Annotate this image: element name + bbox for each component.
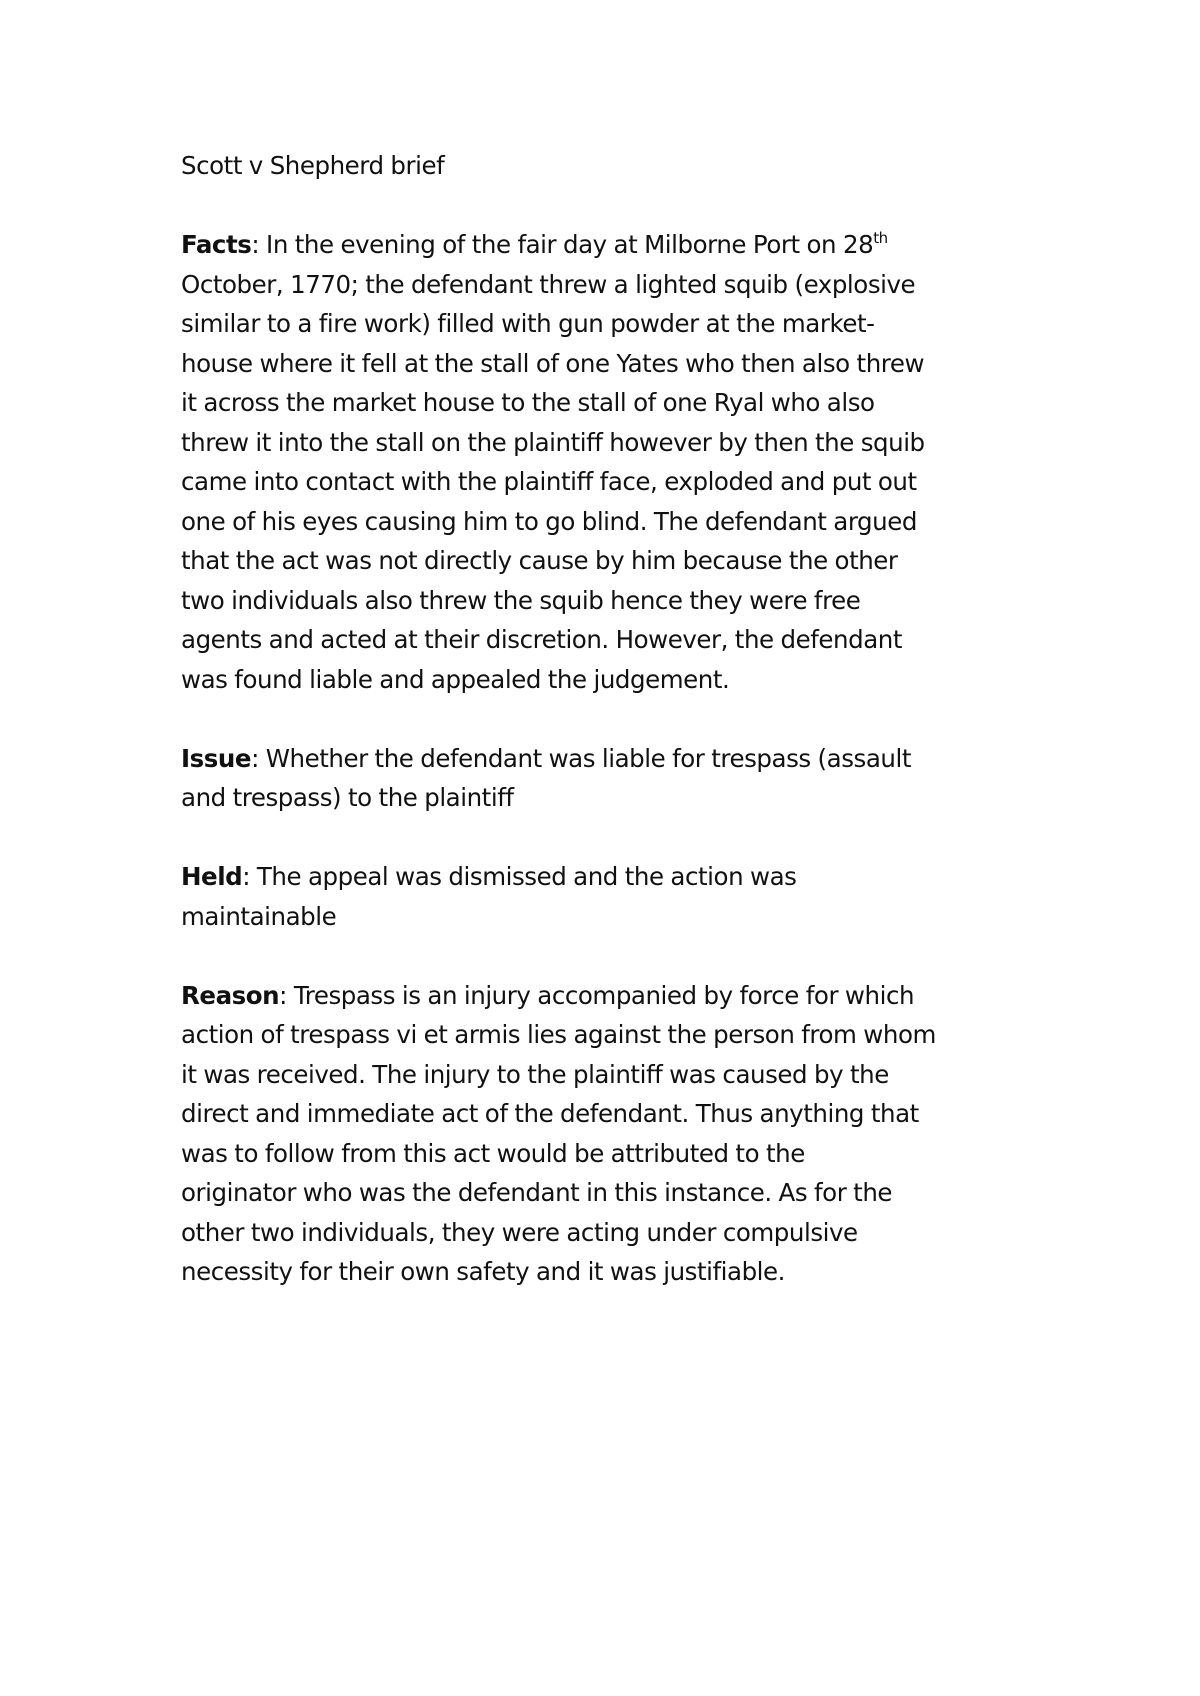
held-section (181, 857, 1041, 936)
reason-separator: : (279, 980, 287, 1010)
reason-first-line (181, 976, 1041, 1016)
facts-line: two individuals also threw the squib hence they were free (181, 585, 861, 615)
held-line: maintainable (181, 901, 337, 931)
reason-label: Reason (181, 980, 280, 1010)
facts-line: threw it into the stall on the plaintiff however by then the squib (181, 427, 925, 457)
facts-line: one of his eyes causing him to go blind. The defendant argued (181, 506, 917, 536)
held-separator: : (242, 862, 251, 891)
facts-first-line (181, 225, 1041, 265)
facts-line: October, 1770; the defendant threw a lighted squib (explosive (181, 269, 916, 299)
facts-first-line-text: In the evening of the fair day at Milborne Port on 28 (259, 230, 874, 259)
reason-line: other two individuals, they were acting under compulsive (181, 1217, 858, 1247)
reason-line: originator who was the defendant in this instance. As for the (181, 1178, 893, 1207)
reason-line: action of trespass vi et armis lies against the person from whom (181, 1020, 936, 1049)
reason-line: direct and immediate act of the defendant. Thus anything that (181, 1099, 919, 1128)
held-label: Held (181, 862, 243, 891)
issue-line: and trespass) to the plaintiff (181, 783, 514, 812)
issue-first-line-text: Whether the defendant was liable for trespass (assault (258, 743, 912, 773)
facts-line: agents and acted at their discretion. However, the defendant (181, 625, 902, 654)
reason-line: was to follow from this act would be attributed to the (181, 1138, 805, 1168)
facts-line: it across the market house to the stall of one Ryal who also (181, 388, 875, 417)
facts-line: came into contact with the plaintiff face, exploded and put out (181, 467, 917, 496)
reason-line: it was received. The injury to the plaintiff was caused by the (181, 1059, 889, 1089)
facts-line: was found liable and appealed the judgement. (181, 664, 730, 694)
reason-line: necessity for their own safety and it was justifiable. (181, 1257, 785, 1286)
date-superscript: th (873, 229, 888, 247)
held-first-line (181, 857, 1041, 897)
facts-label: Facts (181, 230, 252, 259)
issue-first-line (181, 739, 1041, 779)
facts-section (181, 225, 1041, 699)
reason-first-line-text: Trespass is an injury accompanied by force for which (286, 980, 915, 1010)
held-first-line-text: The appeal was dismissed and the action was (250, 862, 797, 891)
facts-line: house where it fell at the stall of one Yates who then also threw (181, 348, 925, 378)
facts-separator: : (251, 230, 260, 259)
document-title: Scott v Shepherd brief (181, 151, 445, 180)
issue-label: Issue (181, 743, 252, 773)
reason-section (181, 976, 1041, 1292)
issue-section (181, 739, 1041, 818)
issue-separator: : (251, 743, 259, 773)
facts-line: that the act was not directly cause by him because the other (181, 546, 898, 575)
document-body (181, 146, 1041, 1292)
facts-line: similar to a fire work) filled with gun powder at the market- (181, 309, 875, 338)
